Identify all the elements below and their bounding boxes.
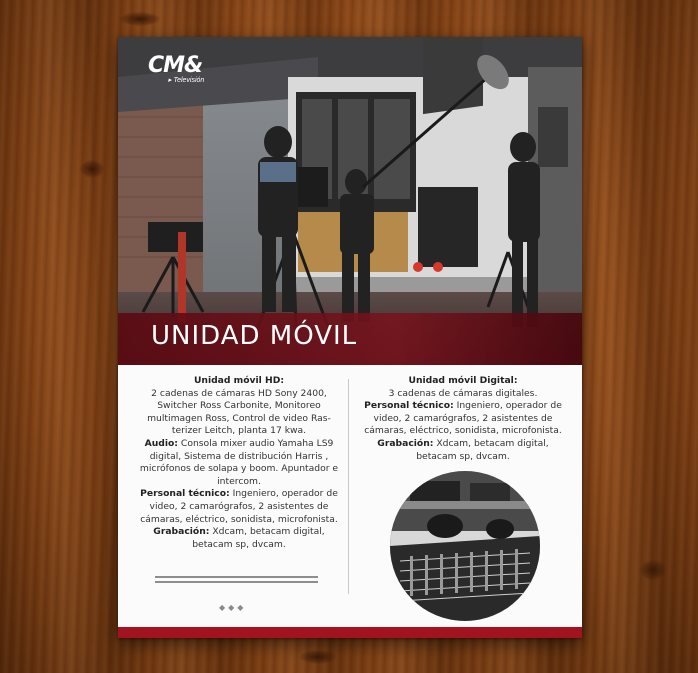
digital-description: 3 cadenas de cámaras digitales. [388,387,538,399]
logo-sub: ▸ Televisión [168,77,205,84]
personal-label-right: Personal técnico: [364,400,454,412]
decor-line [155,581,318,583]
decor-line [155,576,318,578]
content-area [118,365,582,638]
footer-bar [118,627,582,638]
decorative-dots: ◆◆◆ [219,603,247,612]
hd-unit-column [136,375,342,551]
audio-label: Audio: [144,437,178,449]
wood-knot [640,560,666,580]
column-divider [348,379,349,594]
wood-knot [80,160,104,178]
grabacion-label: Grabación: [153,526,210,538]
audio-console-scene [390,471,540,621]
decorative-lines [155,576,318,586]
personal-description: Ingeniero, operador de video, 2 camarógrafos, 2 asistentes de cámaras, eléctrico, sonidista, microfonista. [140,488,338,525]
grabacion-label-right: Grabación: [377,437,434,449]
brand-logo [148,55,204,85]
grabacion-description: Xdcam, betacam digital, betacam sp, dvcam. [192,526,325,550]
flyer [118,37,582,638]
logo-main: CM& [148,53,203,78]
grabacion-description-right: Xdcam, betacam digital, betacam sp, dvcam. [416,437,549,462]
wood-knot [120,12,160,26]
wood-knot [300,650,336,664]
digital-heading: Unidad móvil Digital: [408,375,518,386]
digital-unit-column [358,375,568,463]
control-room-photo [390,471,540,621]
personal-label: Personal técnico: [140,488,230,500]
audio-description: Consola mixer audio Yamaha LS9 digital, Sistema de distribución Harris , micrófonos de solapa y boom. Apuntador e intercom. [139,437,339,487]
hd-description: 2 cadenas de cámaras HD Sony 2400, Switcher Ross Carbonite, Monitoreo multimagen Ross, Control de video Ras-terizer Leitch, planta 17 kwa. [147,387,331,437]
personal-description-right: Ingeniero, operador de video, 2 camarógrafos, 2 asistentes de cámaras, eléctrico, sonidista, microfonista. [364,400,562,437]
hd-heading: Unidad móvil HD: [193,375,285,386]
page-title: UNIDAD MÓVIL [151,321,358,351]
